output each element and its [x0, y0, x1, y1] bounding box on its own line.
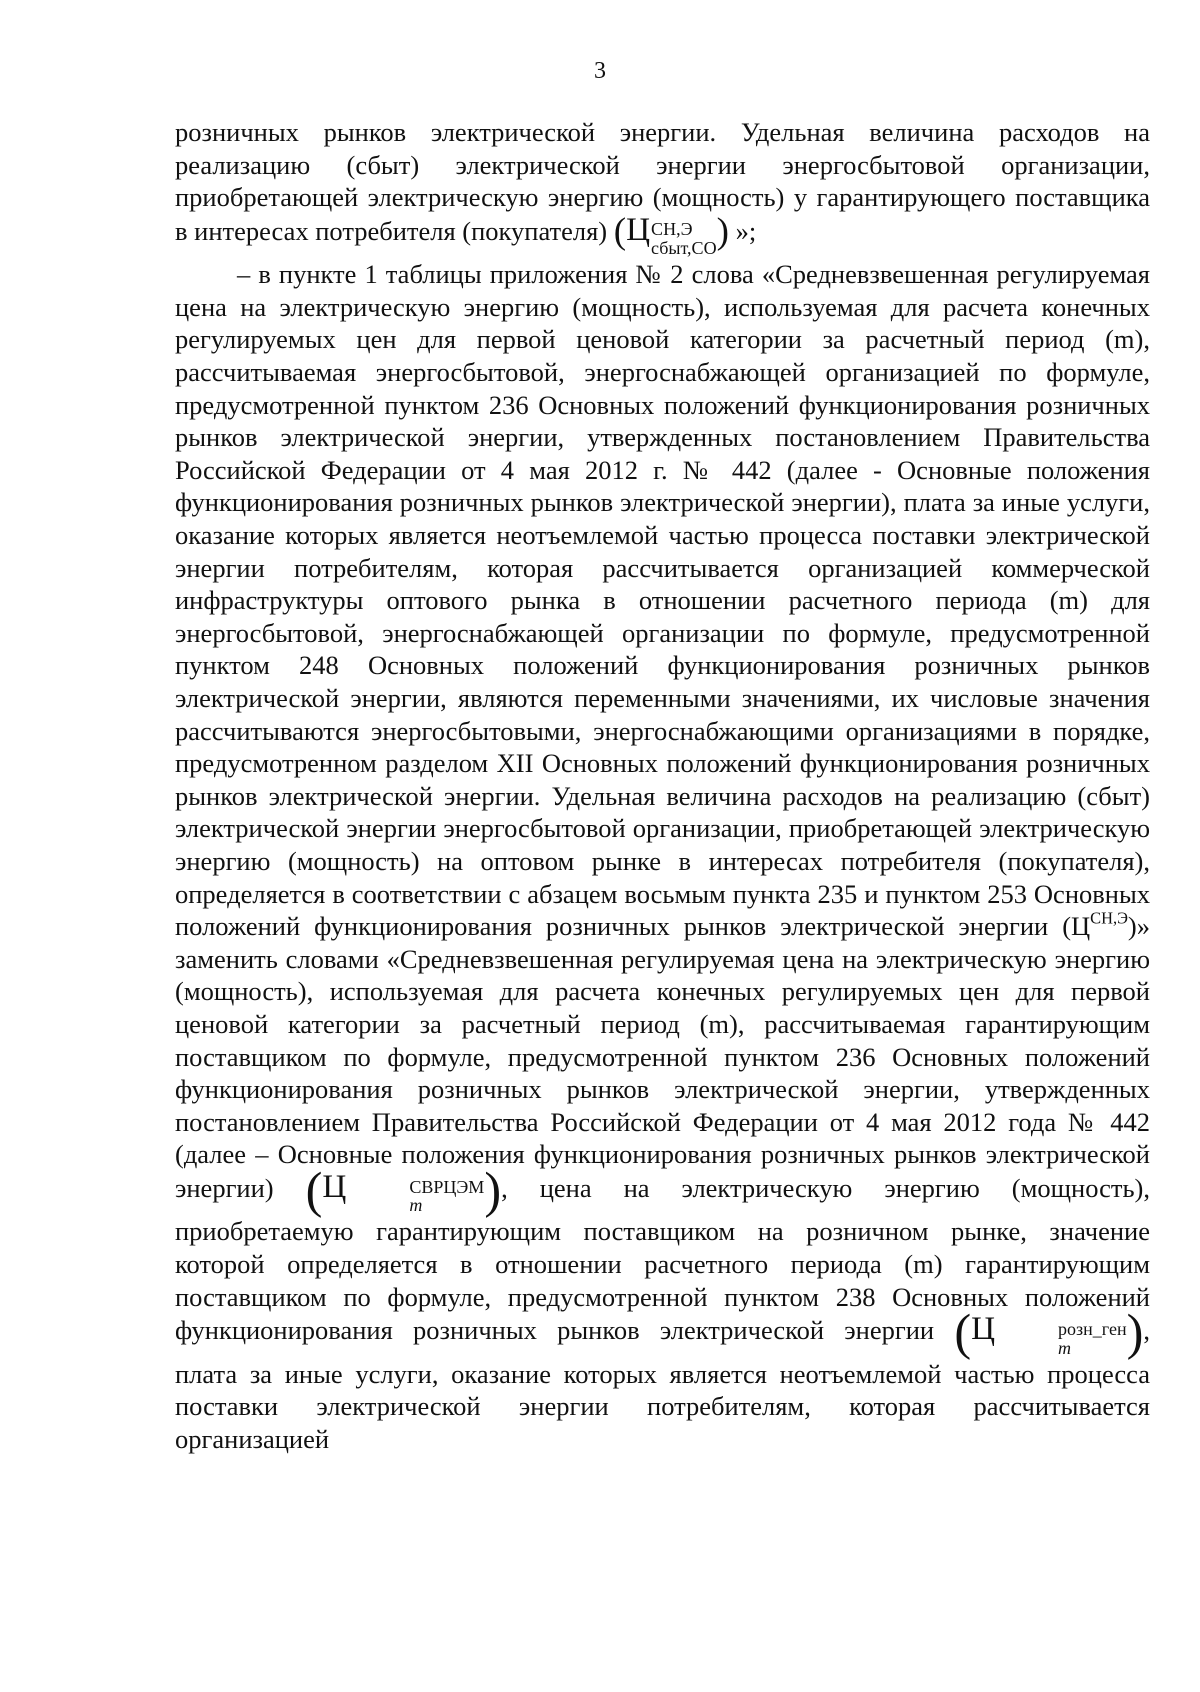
formula-subscript: сбыт,СО: [651, 238, 717, 259]
formula-close-paren: ): [716, 210, 729, 252]
formula-open-paren: (: [305, 1161, 323, 1218]
paragraph-continuation: [175, 116, 1150, 258]
formula-superscript: СВРЦЭМ: [409, 1176, 485, 1197]
formula-open-paren: (: [613, 210, 627, 252]
formula-price-sn-e: [1062, 908, 1137, 942]
formula-superscript: СН,Э: [651, 219, 693, 240]
paragraph-amendment: [175, 258, 1150, 1455]
paragraph-text: » заменить словами «Средневзвешенная регулируемая цена на электрическую энергию (мощность), используемая для расчета конечных регулируемых цен для первой ценовой категории за расчетный период (m), рассчитываемая гарантирующим поставщиком по формуле, предусмотренной пунктом 236 Основных положений функционирования розничных рынков электрической энергии, утвержденных постановлением Правительства Российской Федерации от 4 мая 2012 года № 442 (далее – Основные положения функционирования розничных рынков электрической энергии): [175, 911, 1150, 1203]
formula-close-paren: ): [484, 1161, 502, 1218]
formula-superscript: СН,Э: [1090, 908, 1128, 928]
paragraph-text: , цена на электрическую энергию (мощность), приобретаемую гарантирующим поставщиком на розничном рынке, значение которой определяется в отношении расчетного периода (m) гарантирующим поставщиком по формуле, предусмотренной пунктом 238 Основных положений функционирования розничных рынков электрической энергии: [175, 1172, 1150, 1346]
formula-subscript: m: [409, 1195, 423, 1216]
formula-price-svrcem: [305, 1161, 502, 1218]
formula-close-paren: ): [1127, 911, 1137, 942]
paragraph-text: – в пункте 1 таблицы приложения № 2 слова «Средневзвешенная регулируемая цена на электрическую энергию (мощность), используемая для расчета конечных регулируемых цен для первой ценовой категории за расчетный период (m), рассчитываемая энергосбытовой, энергоснабжающей организацией по формуле, предусмотренной пунктом 236 Основных положений функционирования розничных рынков электрической энергии, утвержденных постановлением Правительства Российской Федерации от 4 мая 2012 г. № 442 (далее - Основные положения функционирования розничных рынков электрической энергии), плата за иные услуги, оказание которых является неотъемлемой частью процесса поставки электрической энергии потребителям, которая рассчитывается организацией коммерческой инфраструктуры оптового рынка в отношении расчетного периода (m) для энергосбытовой, энергоснабжающей организации по формуле, предусмотренной пунктом 248 Основных положений функционирования розничных рынков электрической энергии, являются переменными значениями, их числовые значения рассчитываются энергосбытовыми, энергоснабжающими организациями в порядке, предусмотренном разделом XII Основных положений функционирования розничных рынков электрической энергии. Удельная величина расходов на реализацию (сбыт) электрической энергии энергосбытовой организации, приобретающей электрическую энергию (мощность) на оптовом рынке в интересах потребителя (покупателя), определяется в соответствии с абзацем восьмым пункта 235 и пунктом 253 Основных положений функционирования розничных рынков электрической энергии: [175, 259, 1150, 942]
document-body: [175, 116, 1150, 1455]
formula-price-rozn-gen: [954, 1304, 1144, 1361]
formula-symbol: Ц: [971, 1310, 996, 1348]
formula-open-paren: (: [954, 1304, 972, 1361]
formula-scripts: [347, 1178, 484, 1216]
formula-open-paren: (: [1062, 911, 1072, 942]
paragraph-text: , плата за иные услуги, оказание которых является неотъемлемой частью процесса поставки электрической энергии потребителям, которая рассчитывается организацией: [175, 1315, 1150, 1454]
paragraph-text-end: »;: [735, 215, 757, 246]
formula-symbol: Ц: [1071, 911, 1091, 942]
formula-symbol: Ц: [322, 1167, 347, 1205]
formula-scripts: [651, 220, 717, 258]
formula-subscript: m: [1058, 1337, 1072, 1358]
formula-price-sbyt-co: [613, 210, 729, 259]
paragraph-text: розничных рынков электрической энергии. Удельная величина расходов на реализацию (сбыт) электрической энергии энергосбытовой организации, приобретающей электрическую энергию (мощность) у гарантирующего поставщика в интересах потребителя (покупателя): [175, 117, 1150, 246]
formula-close-paren: ): [1126, 1304, 1144, 1361]
formula-symbol: Ц: [626, 210, 651, 248]
page-number: 3: [594, 58, 606, 84]
formula-superscript: розн_ген: [1058, 1318, 1127, 1339]
formula-scripts: [996, 1320, 1127, 1358]
